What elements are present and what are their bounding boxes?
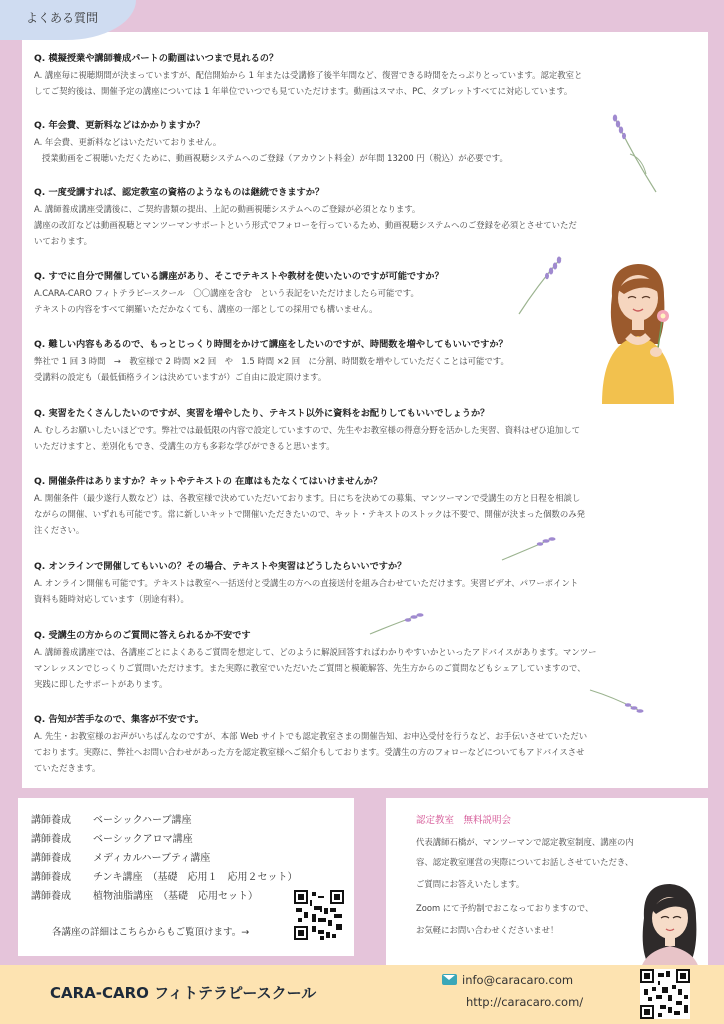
course-name: チンキ講座 （基礎 応用１ 応用２セット） bbox=[93, 872, 298, 883]
faq-answer-line: マンレッスンでじっくりご質問いただけます。また実際に教室でいただいたご質問と模範解答、先生方からのご質問などもシェアしていますので、 bbox=[34, 663, 586, 673]
faq-question: Q. 受講生の方からのご質問に答えられるか不安です bbox=[34, 630, 251, 641]
faq-question: Q. 模擬授業や講師養成パートの動画はいつまで見れるの？ bbox=[34, 53, 279, 64]
faq-answer-line: 講座の改訂などは動画視聴とマンツーマンサポートという形式でフォローを行っているため、動画視聴システムへのご登録を必須とさせていただ bbox=[34, 220, 577, 230]
faq-answer-line: いただけますと、差別化もでき、受講生の方も多彩な学びができると思います。 bbox=[34, 441, 335, 451]
faq-item bbox=[34, 407, 684, 454]
faq-answer-line: A. オンライン開催も可能です。テキストは教室へ一括送付と受講生の方への直接送付を組み合わせていただけます。実習ビデオ、パワーポイント bbox=[34, 578, 579, 588]
course-prefix: 講師養成 bbox=[31, 834, 71, 845]
faq-answer-line: いております。 bbox=[34, 236, 92, 246]
faq-item bbox=[34, 186, 684, 249]
course-name: メディカルハーブティ講座 bbox=[93, 853, 211, 864]
faq-answer-line: テキストの内容をすべて網羅いただかなくても、講座の一部としての採用でも構いません。 bbox=[34, 304, 378, 314]
course-prefix: 講師養成 bbox=[31, 872, 71, 883]
faq-question: Q. すでに自分で開催している講座があり、そこでテキストや教材を使いたいのですが可能ですか？ bbox=[34, 271, 444, 282]
faq-question: Q. 実習をたくさんしたいのですが、実習を増やしたり、テキスト以外に資料をお配りしてもいいでしょうか？ bbox=[34, 408, 490, 419]
faq-answer-line: A.CARA-CARO フィトテラピースクール 〇〇講座を含む という表記をいただけましたら可能です。 bbox=[34, 288, 419, 298]
info-session-title: 認定教室 無料説明会 bbox=[416, 815, 512, 826]
envelope-icon bbox=[442, 974, 457, 985]
school-name: CARA-CARO フィトテラピースクール bbox=[50, 984, 317, 1002]
faq-panel bbox=[22, 32, 708, 788]
faq-answer-line: 弊社で 1 回 3 時間 → 教室様で 2 時間 ×2 回 や 1.5 時間 ×2 回 に分割、時間数を増やしていただくことは可能です。 bbox=[34, 356, 509, 366]
faq-item bbox=[34, 119, 684, 166]
qr-code-icon[interactable] bbox=[294, 890, 344, 940]
email-address[interactable]: info@caracaro.com bbox=[462, 973, 574, 987]
faq-answer-line: 授業動画をご視聴いただくために、動画視聴システムへのご登録（アカウント料金）が年間 13200 円（税込）が必要です。 bbox=[42, 153, 508, 163]
faq-answer-line: A. 先生・お教室様のお声がいちばんなのですが、本部 Web サイトでも認定教室さまの開催告知、お申込受付を行うなど、お手伝いさせていただい bbox=[34, 731, 588, 741]
faq-item bbox=[34, 629, 684, 692]
info-session-line: Zoom にて予約制でおこなっておりますので、 bbox=[416, 903, 594, 913]
faq-answer bbox=[34, 644, 684, 692]
woman-portrait-illustration-icon bbox=[634, 878, 704, 974]
faq-answer bbox=[34, 201, 684, 249]
course-prefix: 講師養成 bbox=[31, 815, 71, 826]
courses-details-note: 各講座の詳細はこちらからもご覧頂けます。→ bbox=[52, 927, 250, 938]
faq-answer-line: A. 年会費、更新料などはいただいておりません。 bbox=[34, 137, 222, 147]
faq-answer bbox=[34, 575, 684, 607]
faq-answer-line: ております。実際に、弊社へお問い合わせがあった方を認定教室様へご紹介もしております。受講生の方のフォローなどについてもアドバイスさせ bbox=[34, 747, 585, 757]
faq-question: Q. 年会費、更新料などはかかりますか？ bbox=[34, 120, 205, 131]
faq-answer bbox=[34, 134, 684, 166]
faq-question: Q. 告知が苦手なので、集客が不安です。 bbox=[34, 714, 204, 725]
faq-item bbox=[34, 560, 684, 607]
faq-answer-line: 実践に即したサポートがあります。 bbox=[34, 679, 168, 689]
info-session-line: ご質問にお答えいたします。 bbox=[416, 879, 525, 889]
faq-question: Q. 難しい内容もあるので、もっとじっくり時間をかけて講座をしたいのですが、時間数を増やしてもいいですか？ bbox=[34, 339, 508, 350]
course-item bbox=[31, 887, 258, 902]
faq-answer-line: A. 講師養成講座では、各講座ごとによくあるご質問を想定して、どのように解説回答すればわかりやすいかといったアドバイスがあります。マンツー bbox=[34, 647, 597, 657]
info-session-line: お気軽にお問い合わせくださいませ！ bbox=[416, 925, 559, 935]
faq-item bbox=[34, 270, 684, 317]
faq-question: Q. 開催条件はありますか？キットやテキストの 在庫はもたなくてはいけませんか？ bbox=[34, 476, 383, 487]
lavender-sprig-icon bbox=[500, 534, 556, 562]
faq-item bbox=[34, 52, 684, 99]
faq-answer-line: ていただきます。 bbox=[34, 763, 101, 773]
course-item bbox=[31, 811, 192, 826]
info-session-line: 代表講師石橋が、マンツーマンで認定教室制度、講座の内 bbox=[416, 837, 634, 847]
faq-question: Q. オンラインで開催してもいいの？その場合、テキストや実習はどうしたらいいですか？ bbox=[34, 561, 407, 572]
faq-answer-line: 受講料の設定も（最低価格ラインは決めていますが）ご自由に設定頂けます。 bbox=[34, 372, 327, 382]
course-item bbox=[31, 868, 298, 883]
lavender-sprig-icon bbox=[588, 686, 644, 714]
faq-answer-line: してご契約後は、開催予定の講座については 1 年単位でいつでも見ていただけます。動画はスマホ、PC、タブレットすべてに対応しています。 bbox=[34, 86, 573, 96]
faq-answer bbox=[34, 490, 684, 538]
faq-answer bbox=[34, 67, 684, 99]
course-name: ベーシックアロマ講座 bbox=[93, 834, 193, 845]
faq-answer-line: 注ください。 bbox=[34, 525, 85, 535]
website-link[interactable]: http://caracaro.com/ bbox=[466, 995, 584, 1009]
faq-answer bbox=[34, 422, 684, 454]
course-item bbox=[31, 830, 193, 845]
faq-answer-line: A. 開催条件（最少遂行人数など）は、各教室様で決めていただいております。日にちを決めての募集、マンツーマンで受講生の方と日程を相談し bbox=[34, 493, 581, 503]
faq-answer-line: ながらの開催、いずれも可能です。常に新しいキットで開催いただきたいので、キット・テキストのストックは不要で、開催が決まった個数のみ発 bbox=[34, 509, 585, 519]
faq-answer-line: A. むしろお願いしたいほどです。弊社では最低限の内容で設定していますので、先生やお教室様の得意分野を活かした実習、資料はぜひ追加して bbox=[34, 425, 581, 435]
faq-item bbox=[34, 713, 684, 776]
qr-code-icon[interactable] bbox=[640, 969, 690, 1019]
faq-answer-line: A. 講師養成講座受講後に、ご契約書類の提出、上記の動画視聴システムへのご登録が必須となります。 bbox=[34, 204, 421, 214]
course-prefix: 講師養成 bbox=[31, 853, 71, 864]
woman-illustration-icon bbox=[588, 256, 684, 404]
faq-answer bbox=[34, 353, 684, 385]
lavender-sprig-icon bbox=[517, 256, 563, 316]
faq-item bbox=[34, 338, 684, 385]
course-list-panel bbox=[18, 798, 354, 956]
lavender-sprig-icon bbox=[610, 114, 660, 194]
course-name: ベーシックハーブ講座 bbox=[93, 815, 192, 826]
email-contact[interactable] bbox=[442, 973, 573, 987]
lavender-sprig-icon bbox=[368, 610, 424, 636]
course-item bbox=[31, 849, 210, 864]
section-tab-label: よくある質問 bbox=[26, 11, 99, 25]
faq-answer-line: 資料も随時対応しています（別途有料）。 bbox=[34, 594, 189, 604]
faq-item bbox=[34, 475, 684, 538]
faq-question: Q. 一度受講すれば、認定教室の資格のようなものは継続できますか？ bbox=[34, 187, 325, 198]
course-prefix: 講師養成 bbox=[31, 891, 71, 902]
course-name: 植物油脂講座 （基礎 応用セット） bbox=[93, 891, 258, 902]
faq-answer bbox=[34, 728, 684, 776]
faq-answer-line: A. 講座毎に視聴期間が決まっていますが、配信開始から 1 年または受講修了後半年間など、復習できる時間をたっぷりとっています。認定教室と bbox=[34, 70, 583, 80]
info-session-line: 容、認定教室運営の実際についてお話しさせていただき、 bbox=[416, 857, 634, 867]
footer bbox=[0, 965, 724, 1024]
faq-answer bbox=[34, 285, 684, 317]
